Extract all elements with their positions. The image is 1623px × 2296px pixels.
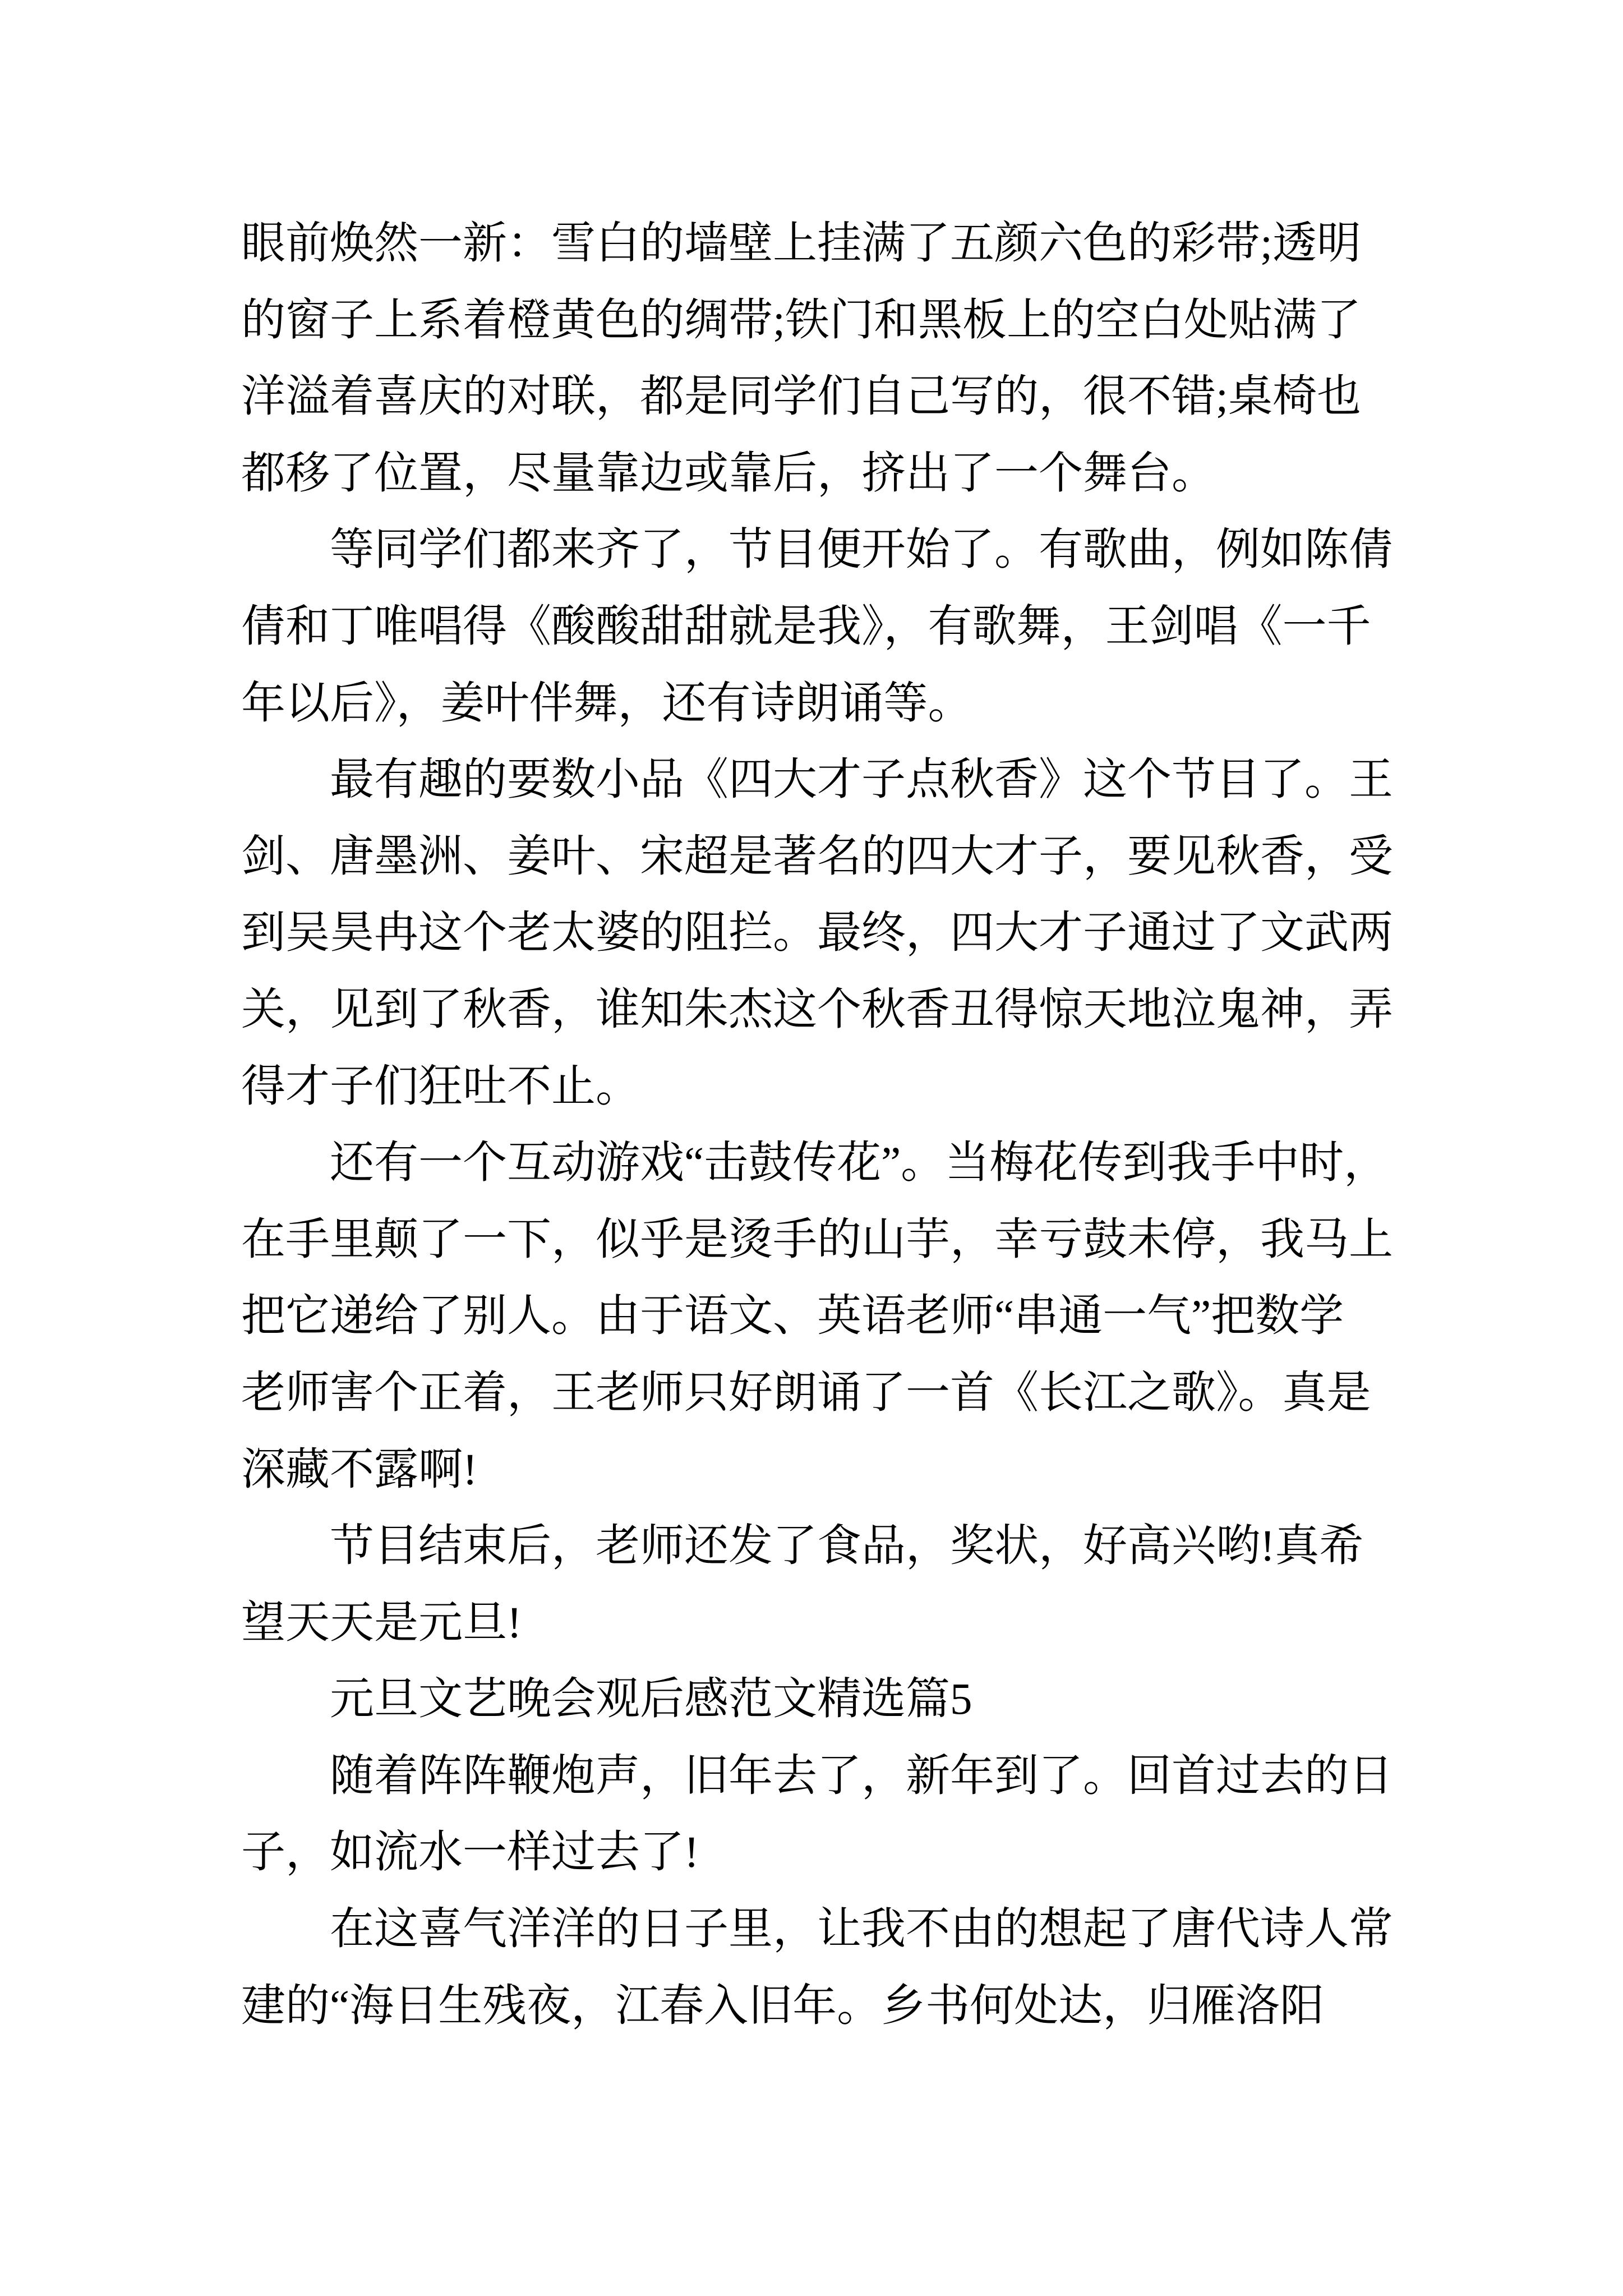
text-line: 节目结束后，老师还发了食品，奖状，好高兴哟!真希	[241, 1522, 1364, 1571]
text-line: 眼前焕然一新：雪白的墙壁上挂满了五颜六色的彩带;透明	[241, 219, 1361, 268]
text-line: 洋溢着喜庆的对联，都是同学们自己写的，很不错;桌椅也	[241, 372, 1361, 422]
text-line: 得才子们狂吐不止。	[241, 1062, 640, 1111]
text-line: 随着阵阵鞭炮声，旧年去了，新年到了。回首过去的日	[241, 1751, 1393, 1801]
text-line: 最有趣的要数小品《四大才子点秋香》这个节目了。王	[241, 756, 1393, 805]
text-line: 还有一个互动游戏“击鼓传花”。当梅花传到我手中时，	[241, 1139, 1389, 1188]
document-body	[241, 206, 1419, 2045]
text-line: 到吴昊冉这个老太婆的阻拦。最终，四大才子通过了文武两	[241, 909, 1393, 958]
text-line: 关，见到了秋香，谁知朱杰这个秋香丑得惊天地泣鬼神，弄	[241, 985, 1393, 1034]
text-line: 等同学们都来齐了，节目便开始了。有歌曲，例如陈倩	[241, 526, 1393, 575]
text-line: 年以后》，姜叶伴舞，还有诗朗诵等。	[241, 679, 972, 728]
text-line: 都移了位置，尽量靠边或靠后，挤出了一个舞台。	[241, 449, 1216, 498]
text-line: 深藏不露啊!	[241, 1445, 478, 1494]
text-line: 在这喜气洋洋的日子里，让我不由的想起了唐代诗人常	[241, 1905, 1393, 1954]
text-line: 元旦文艺晚会观后感范文精选篇5	[241, 1675, 972, 1724]
text-line: 老师害个正着，王老师只好朗诵了一首《长江之歌》。真是	[241, 1368, 1371, 1418]
text-line: 在手里颠了一下，似乎是烫手的山芋，幸亏鼓未停，我马上	[241, 1215, 1393, 1264]
text-line: 望天天是元旦!	[241, 1598, 522, 1648]
text-line: 的窗子上系着橙黄色的绸带;铁门和黑板上的空白处贴满了	[241, 296, 1361, 345]
text-line: 把它递给了别人。由于语文、英语老师“串通一气”把数学	[241, 1292, 1344, 1341]
text-line: 剑、唐墨洲、姜叶、宋超是著名的四大才子，要见秋香，受	[241, 832, 1393, 881]
text-line: 倩和丁唯唱得《酸酸甜甜就是我》，有歌舞，王剑唱《一千	[241, 602, 1371, 651]
text-line: 建的“海日生残夜，江春入旧年。乡书何处达，归雁洛阳	[241, 1981, 1325, 2031]
text-line: 子，如流水一样过去了!	[241, 1828, 699, 1878]
